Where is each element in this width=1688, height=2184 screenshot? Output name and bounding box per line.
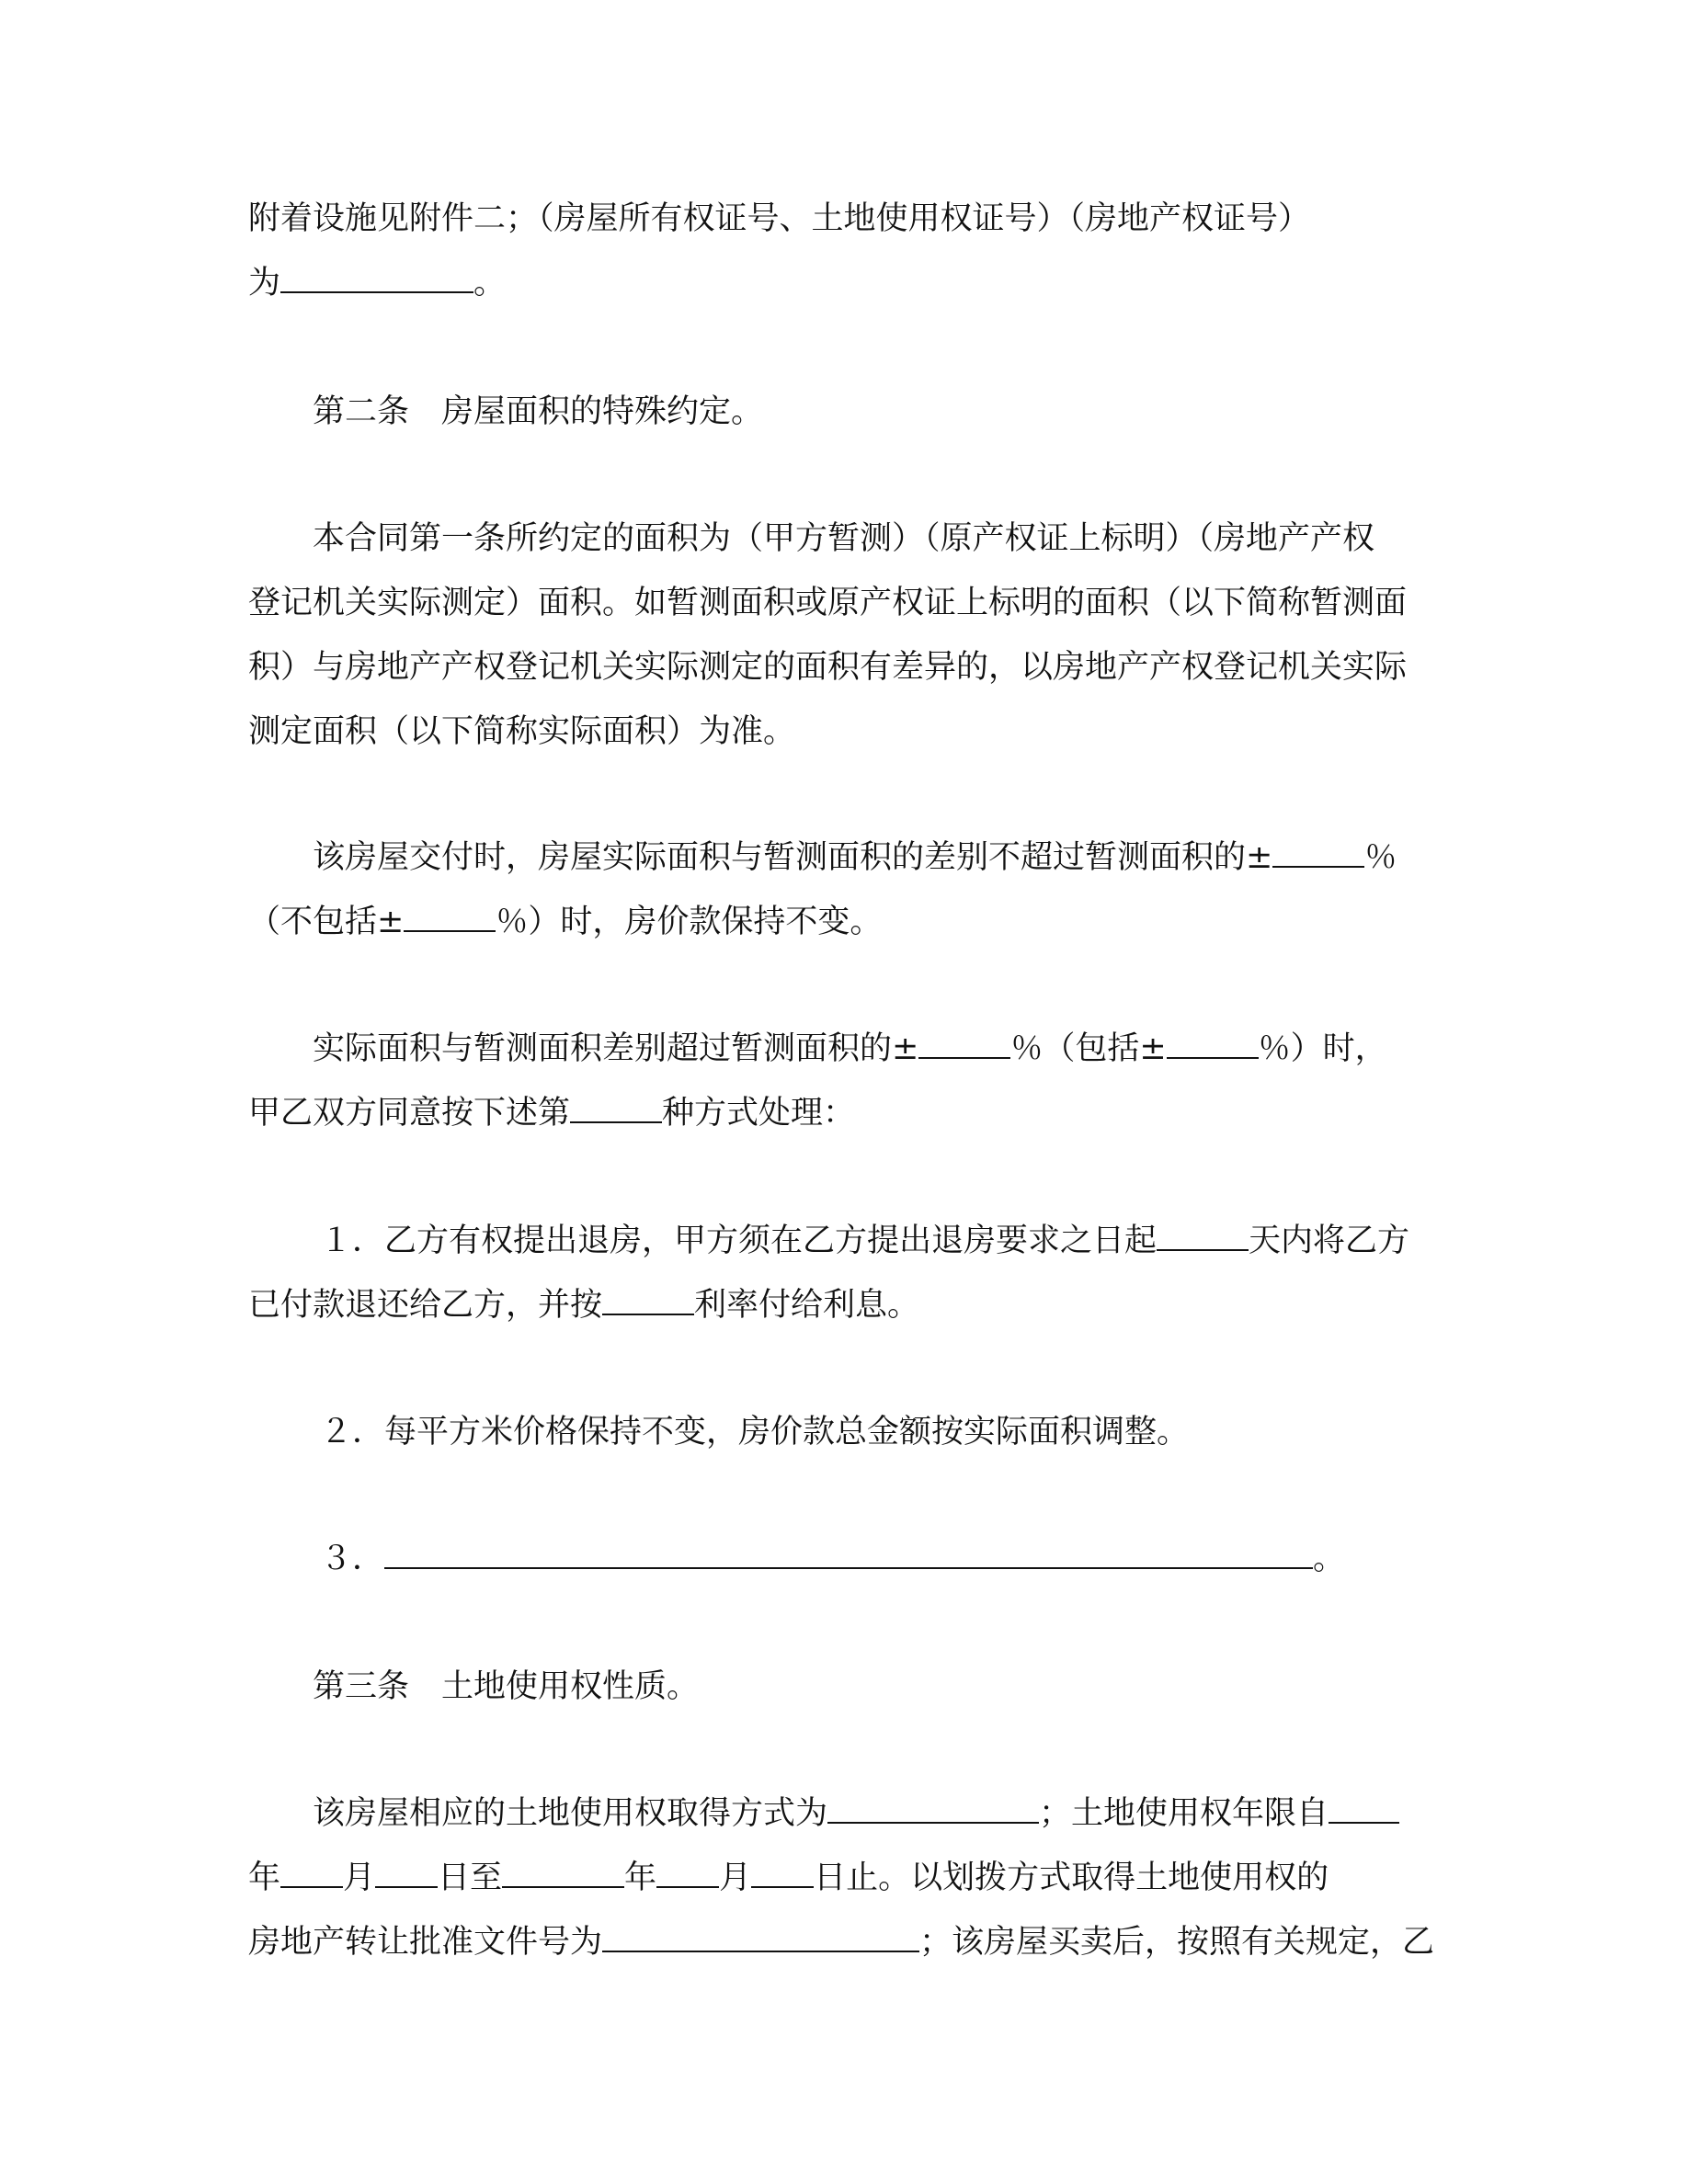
blank-line (404, 903, 496, 932)
blank-line (827, 1794, 1039, 1824)
paragraph-line (248, 711, 1443, 753)
blank-line (375, 1859, 438, 1888)
text: 年 (624, 1860, 657, 1896)
list-item (320, 1538, 1515, 1580)
text: ％（包括± (1010, 1030, 1167, 1067)
blank-line (570, 1094, 662, 1123)
blank-line (918, 1029, 1010, 1059)
text: 月 (343, 1860, 376, 1896)
list-number: ３． (320, 1541, 385, 1577)
paragraph-line (248, 582, 1443, 624)
paragraph-line (248, 901, 1443, 943)
text: 利率付给利息。 (694, 1287, 920, 1324)
list-item (320, 1220, 1515, 1262)
text: （不包括± (248, 904, 405, 940)
blank-line (602, 1923, 919, 1952)
text: 已付款退还给乙方，并按 (248, 1287, 603, 1324)
text: 种方式处理： (662, 1095, 856, 1132)
article-2-title: 第二条 房屋面积的特殊约定。 (313, 393, 764, 430)
text: 日止。以划拨方式取得土地使用权的 (814, 1860, 1329, 1896)
paragraph-line (313, 1028, 1508, 1070)
paragraph-line (248, 198, 1443, 240)
paragraph-line (313, 1792, 1508, 1835)
text: ２．每平方米价格保持不变，房价款总金额按实际面积调整。 (320, 1414, 1190, 1450)
text: 房地产转让批准文件号为 (248, 1924, 603, 1961)
text: 登记机关实际测定）面积。如暂测面积或原产权证上标明的面积（以下简称暂测面 (248, 585, 1408, 621)
blank-line (656, 1859, 719, 1888)
text: 实际面积与暂测面积差别超过暂测面积的± (313, 1030, 919, 1067)
blank-line (384, 1540, 1313, 1569)
text: ％ (1364, 839, 1397, 876)
text: 测定面积（以下简称实际面积）为准。 (248, 713, 796, 750)
text: 本合同第一条所约定的面积为（甲方暂测）（原产权证上标明）（房地产产权 (313, 520, 1375, 557)
text: 日至 (438, 1860, 503, 1896)
paragraph-line (248, 1092, 1443, 1134)
paragraph-line (248, 646, 1443, 688)
blank-line (280, 1859, 343, 1888)
article-heading (313, 391, 1508, 433)
text: 该房屋相应的土地使用权取得方式为 (313, 1795, 828, 1832)
text: 附着设施见附件二；（房屋所有权证号、土地使用权证号）（房地产权证号） (248, 200, 1311, 237)
text: ；土地使用权年限自 (1039, 1795, 1329, 1832)
blank-line (1167, 1029, 1259, 1059)
article-3-title: 第三条 土地使用权性质。 (313, 1668, 700, 1705)
text: 甲乙双方同意按下述第 (248, 1095, 571, 1132)
paragraph-line (248, 262, 1443, 304)
blank-line (280, 264, 473, 293)
text: ％）时， (1258, 1030, 1387, 1067)
text: 天内将乙方 (1249, 1223, 1410, 1259)
text: １．乙方有权提出退房，甲方须在乙方提出退房要求之日起 (320, 1223, 1158, 1259)
text: ％）时，房价款保持不变。 (496, 904, 883, 940)
paragraph-line (248, 1284, 1443, 1326)
blank-line (502, 1859, 624, 1888)
paragraph-line (248, 1857, 1443, 1899)
text: 月 (719, 1860, 752, 1896)
text: 该房屋交付时，房屋实际面积与暂测面积的差别不超过暂测面积的± (313, 839, 1273, 876)
text: 。 (1313, 1541, 1346, 1577)
text: 年 (248, 1860, 281, 1896)
text: ；该房屋买卖后，按照有关规定，乙 (919, 1924, 1435, 1961)
blank-line (1329, 1794, 1399, 1824)
paragraph-line (248, 1921, 1443, 1963)
list-item (320, 1411, 1515, 1453)
text: 。 (473, 265, 507, 301)
blank-line (751, 1859, 814, 1888)
blank-line (1157, 1222, 1249, 1251)
paragraph-line (313, 518, 1508, 560)
blank-line (602, 1286, 694, 1315)
text: 积）与房地产产权登记机关实际测定的面积有差异的，以房地产产权登记机关实际 (248, 649, 1408, 686)
blank-line (1272, 838, 1364, 868)
article-heading (313, 1666, 1508, 1708)
paragraph-line (313, 836, 1508, 879)
text: 为 (248, 265, 281, 301)
